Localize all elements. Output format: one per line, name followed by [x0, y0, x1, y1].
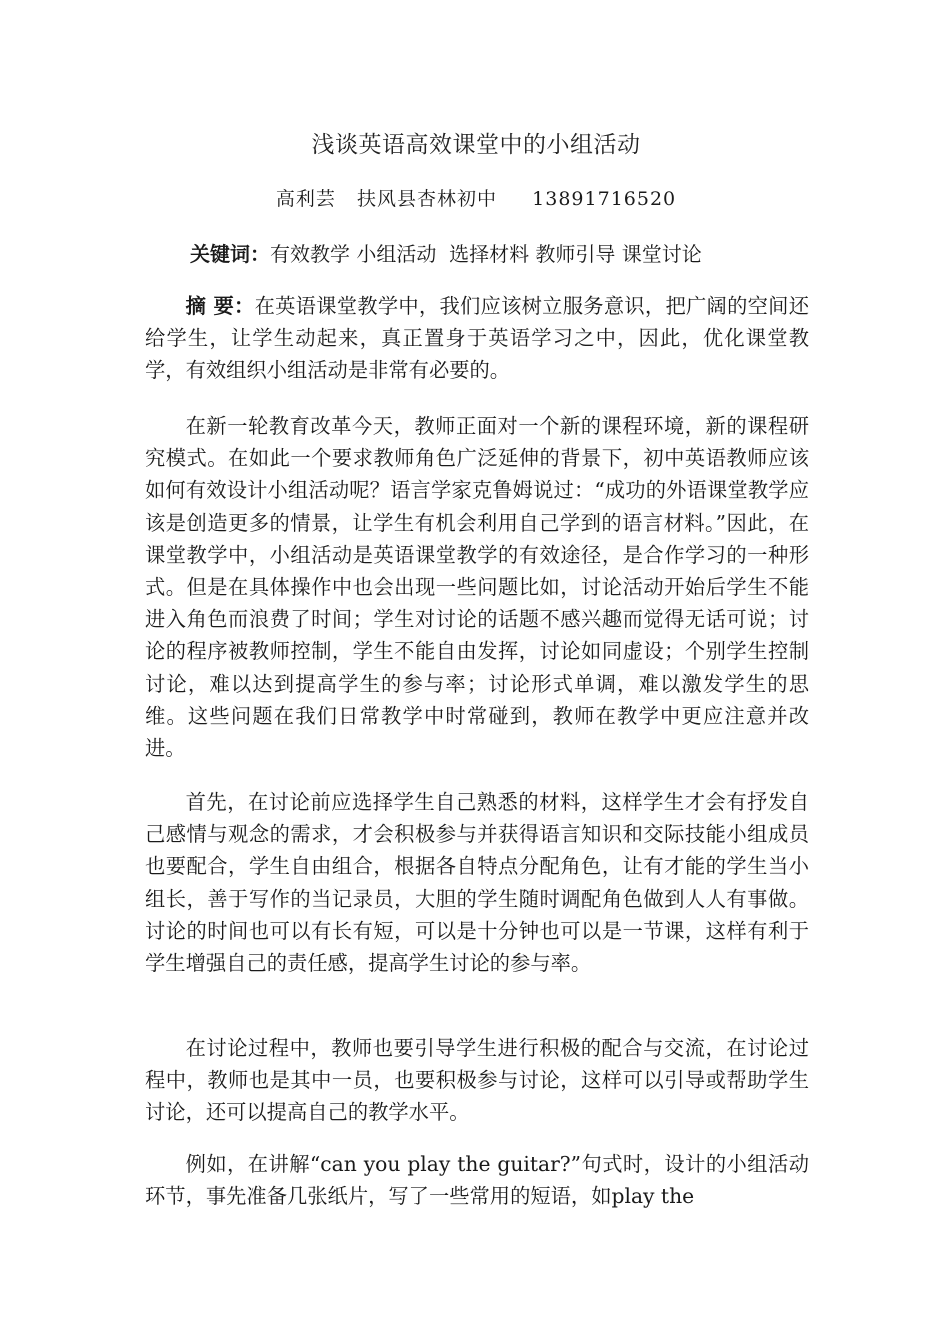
document-title: 浅谈英语高效课堂中的小组活动 [311, 132, 641, 158]
body-paragraph-2: 首先，在讨论前应选择学生自己熟悉的材料，这样学生才会有抒发自己感情与观念的需求，才会积极参与并获得语言知识和交际技能小组成员也要配合，学生自由组合，根据各自特点分配角色，让有才能的学生当小组长，善于写作的当记录员，大胆的学生随时调配角色做到人人有事做。讨论的时间也可以有长有短，可以是十分钟也可以是一节课，这样有利于学生增强自己的责任感，提高学生讨论的参与率。 [145, 790, 809, 976]
body-paragraph-1: 在新一轮教育改革今天，教师正面对一个新的课程环境，新的课程研究模式。在如此一个要求教师角色广泛延伸的背景下，初中英语教师应该如何有效设计小组活动呢？语言学家克鲁姆说过：“成功的外语课堂教学应该是创造更多的情景，让学生有机会利用自己学到的语言材料。”因此，在课堂教学中，小组活动是英语课堂教学的有效途径，是合作学习的一种形式。但是在具体操作中也会出现一些问题比如，讨论活动开始后学生不能进入角色而浪费了时间；学生对讨论的话题不感兴趣而觉得无话可说；讨论的程序被教师控制，学生不能自由发挥，讨论如同虚设；个别学生控制讨论，难以达到提高学生的参与率；讨论形式单调，难以激发学生的思维。这些问题在我们日常教学中时常碰到，教师在教学中更应注意并改进。 [145, 414, 809, 761]
keywords-text: 有效教学 小组活动 选择材料 教师引导 课堂讨论 [270, 242, 702, 266]
body-paragraph-4: 例如，在讲解“can you play the guitar?”句式时，设计的小组活动环节，事先准备几张纸片，写了一些常用的短语，如play the [145, 1152, 809, 1209]
author-line: 高利芸 扶风县杏林初中 13891716520 [275, 188, 677, 210]
abstract-paragraph [145, 290, 809, 387]
body-paragraph-3: 在讨论过程中，教师也要引导学生进行积极的配合与交流，在讨论过程中，教师也是其中一员，也要积极参与讨论，这样可以引导或帮助学生讨论，还可以提高自己的教学水平。 [145, 1036, 809, 1125]
keywords-line [190, 238, 702, 270]
abstract-text: 在英语课堂教学中，我们应该树立服务意识，把广阔的空间还给学生，让学生动起来，真正置身于英语学习之中，因此，优化课堂教学，有效组织小组活动是非常有必要的。 [145, 294, 809, 383]
keywords-label: 关键词： [190, 242, 270, 266]
abstract-label: 摘 要： [185, 294, 255, 318]
